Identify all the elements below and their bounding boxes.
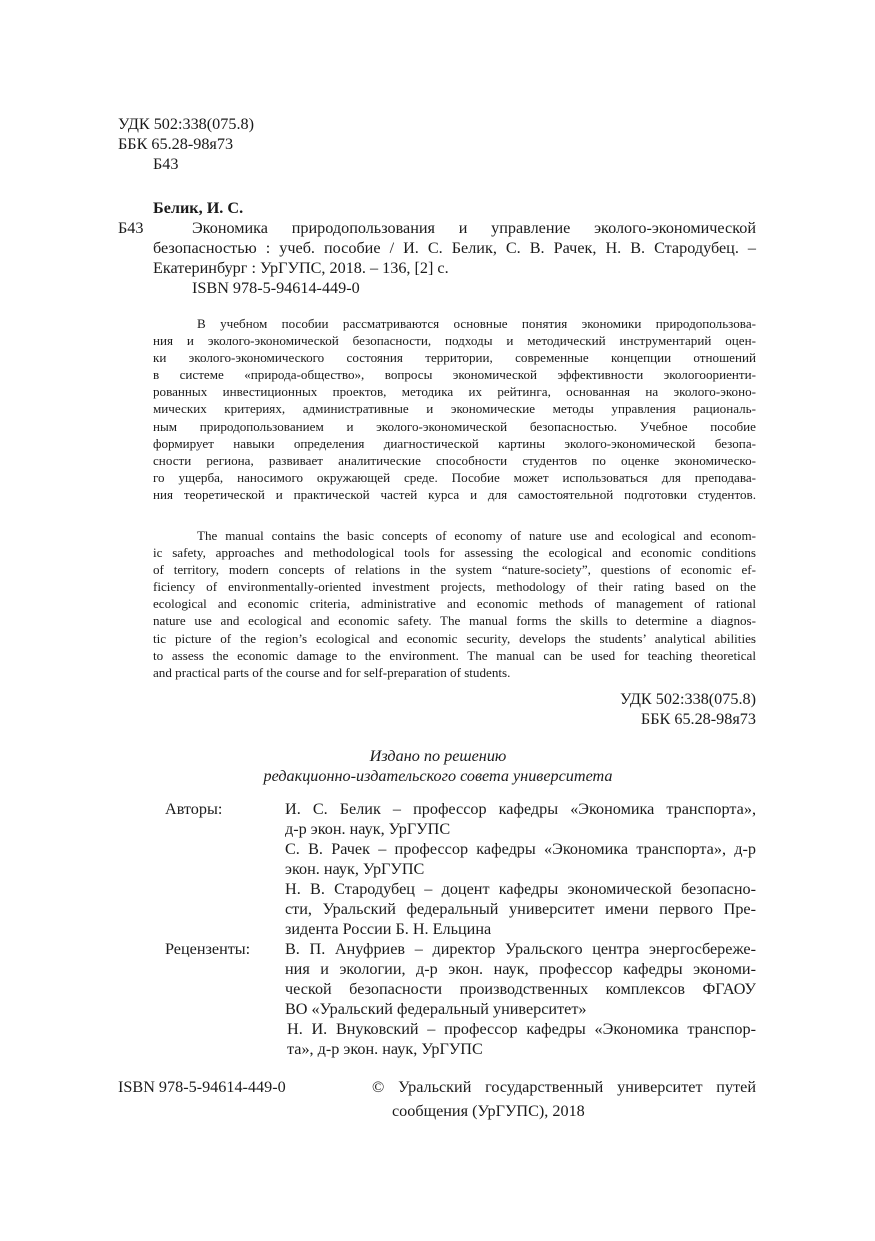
annotation-ru-line: го ущерба, наносимого окружающей среде. Пособие может использоваться для преподава- <box>153 469 756 485</box>
annotation-en-line: of territory, modern concepts of relations in the system “nature-society”, questions of economic ef- <box>153 562 756 578</box>
bbk-code: ББК 65.28-98я73 <box>118 135 234 153</box>
annotation-ru-line: мических критериях, административные и экономические методы управления рациональ- <box>153 401 756 417</box>
author-entry-line: сти, Уральский федеральный университет имени первого Пре- <box>285 900 756 918</box>
annotation-ru-line: формирует навыки определения диагностической картины эколого-экономической безопа- <box>153 435 756 451</box>
bottom-isbn: ISBN 978-5-94614-449-0 <box>118 1078 286 1096</box>
annotation-en <box>153 527 756 681</box>
reviewers-label: Рецензенты: <box>165 940 251 958</box>
annotation-en-line: to assess the economic damage to the environment. The manual can be used for teaching theoretical <box>153 647 756 663</box>
reviewer-entry-line: ния и экологии, д-р экон. наук, профессор кафедры экономи- <box>285 960 756 978</box>
annotation-ru-line: ки эколого-экономического состояния территории, современные концепции отношений <box>153 350 756 366</box>
record-isbn: ISBN 978-5-94614-449-0 <box>192 279 360 297</box>
copyright-line: сообщения (УрГУПС), 2018 <box>392 1102 585 1120</box>
reviewer-entry-line: Н. И. Внуковский – профессор кафедры «Экономика транспор- <box>287 1020 756 1038</box>
annotation-en-line: and practical parts of the course and for self-preparation of students. <box>153 664 511 680</box>
footer-bbk-code: ББК 65.28-98я73 <box>640 710 756 728</box>
author-heading: Белик, И. С. <box>153 199 244 217</box>
authors-list <box>285 799 756 939</box>
author-entry-line: И. С. Белик – профессор кафедры «Экономика транспорта», <box>285 800 756 818</box>
reviewer-entry-line: та», д-р экон. наук, УрГУПС <box>287 1040 483 1058</box>
udk-code: УДК 502:338(075.8) <box>118 115 254 133</box>
reviewer-entry-line: ческой безопасности производственных комплексов ФГАОУ <box>285 980 756 998</box>
reviewers-list <box>285 939 756 1059</box>
annotation-en-line: The manual contains the basic concepts of economy of nature use and ecological and econom- <box>197 528 756 543</box>
annotation-en-line: nature use and ecological and economic safety. The manual forms the skills to determine a diagnos- <box>153 613 756 629</box>
annotation-ru-line: ния и эколого-экономической безопасности, подходы и методический инструментарий оцен- <box>153 333 756 349</box>
reviewer-entry-line: В. П. Ануфриев – директор Уральского центра энергосбереже- <box>285 940 756 958</box>
reviewer-entry-line: ВО «Уральский федеральный университет» <box>285 1000 587 1018</box>
annotation-en-line: tic picture of the region’s ecological and economic security, develops the students’ analytical abilities <box>153 630 756 646</box>
annotation-en-line: ecological and economic criteria, administrative and economic methods of management of rational <box>153 596 756 612</box>
author-entry-line: Н. В. Стародубец – доцент кафедры экономической безопасно- <box>285 880 756 898</box>
annotation-ru-line: в системе «природа-общество», вопросы экономической эффективности экологоориенти- <box>153 367 756 383</box>
publication-note-line: Издано по решению <box>369 747 507 765</box>
record-title-line: безопасностью : учеб. пособие / И. С. Белик, С. В. Рачек, Н. В. Стародубец. – <box>153 239 756 257</box>
annotation-en-line: ficiency of environmentally-oriented investment projects, methodology of their rating based on the <box>153 579 756 595</box>
copyright-line: © Уральский государственный университет путей <box>372 1078 756 1096</box>
annotation-ru-line: сности региона, развивает аналитические способности студентов по оценке экономическо- <box>153 452 756 468</box>
authors-label: Авторы: <box>165 800 223 818</box>
annotation-ru-line: В учебном пособии рассматриваются основные понятия экономики природопользова- <box>197 316 756 331</box>
annotation-ru-line: ным природопользованием и эколого-экономической безопасностью. Учебное пособие <box>153 418 756 434</box>
annotation-ru-line: ния теоретической и практической частей курса и для самостоятельной подготовки студентов. <box>153 486 756 502</box>
annotation-en-line: ic safety, approaches and methodological tools for assessing the ecological and economic conditions <box>153 545 756 561</box>
author-mark: Б43 <box>153 155 179 173</box>
annotation-ru-line: рованных инвестиционных проектов, методика их рейтинга, основанная на эколого-эконо- <box>153 384 756 400</box>
annotation-ru <box>153 315 756 503</box>
author-entry-line: зидента России Б. Н. Ельцина <box>285 920 492 938</box>
record-author-mark: Б43 <box>118 219 144 237</box>
footer-udk-code: УДК 502:338(075.8) <box>620 690 756 708</box>
record-imprint-line: Екатеринбург : УрГУПС, 2018. – 136, [2] с. <box>153 259 449 277</box>
author-entry-line: экон. наук, УрГУПС <box>285 860 425 878</box>
publication-note-line: редакционно-издательского совета университета <box>263 767 613 785</box>
author-entry-line: С. В. Рачек – профессор кафедры «Экономика транспорта», д-р <box>285 840 756 858</box>
record-title-line: Экономика природопользования и управление эколого-экономической <box>192 219 756 237</box>
author-entry-line: д-р экон. наук, УрГУПС <box>285 820 451 838</box>
